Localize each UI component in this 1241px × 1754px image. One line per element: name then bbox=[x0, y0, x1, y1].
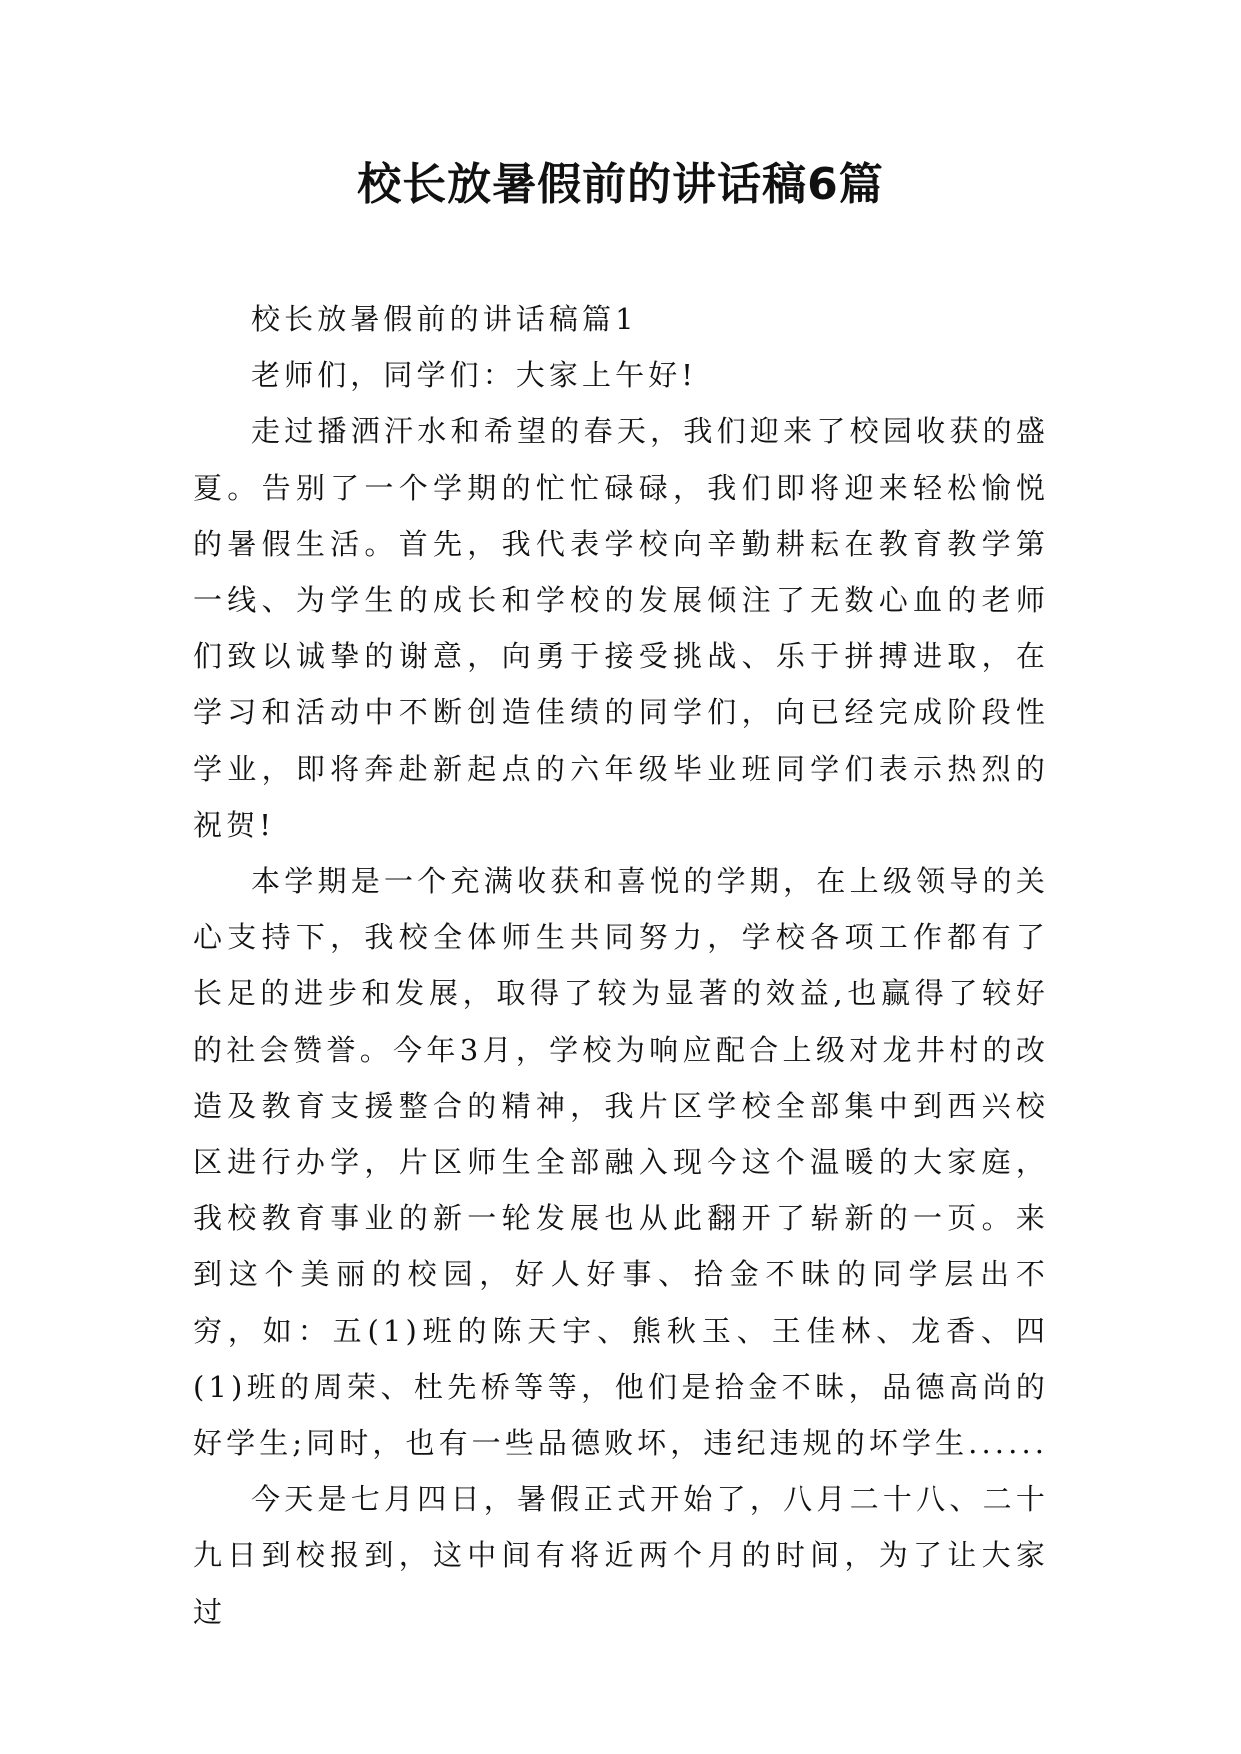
paragraph-greeting: 老师们，同学们：大家上午好! bbox=[251, 358, 698, 393]
document-title: 校长放暑假前的讲话稿6篇 bbox=[357, 159, 884, 210]
paragraph: 今天是七月四日，暑假正式开始了，八月二十八、二十九日到校报到，这中间有将近两个月的时间，为了让大家过 bbox=[193, 1482, 1049, 1629]
paragraph-heading: 校长放暑假前的讲话稿篇1 bbox=[251, 302, 638, 336]
paragraph: 走过播洒汗水和希望的春天，我们迎来了校园收获的盛夏。告别了一个学期的忙忙碌碌，我们即将迎来轻松愉悦的暑假生活。首先，我代表学校向辛勤耕耘在教育教学第一线、为学生的成长和学校的发展倾注了无数心血的老师们致以诚挚的谢意，向勇于接受挑战、乐于拼搏进取，在学习和活动中不断创造佳绩的同学们，向已经完成阶段性学业，即将奔赴新起点的六年级毕业班同学们表示热烈的祝贺! bbox=[193, 414, 1049, 842]
paragraph: 本学期是一个充满收获和喜悦的学期，在上级领导的关心支持下，我校全体师生共同努力，学校各项工作都有了长足的进步和发展，取得了较为显著的效益,也赢得了较好的社会赞誉。今年3月，学校为响应配合上级对龙井村的改造及教育支援整合的精神，我片区学校全部集中到西兴校区进行办学，片区师生全部融入现今这个温暖的大家庭，我校教育事业的新一轮发展也从此翻开了崭新的一页。来到这个美丽的校园，好人好事、拾金不昧的同学层出不穷，如：五(1)班的陈天宇、熊秋玉、王佳林、龙香、四(1)班的周荣、杜先桥等等，他们是拾金不昧，品德高尚的好学生;同时，也有一些品德败坏，违纪违规的坏学生...... bbox=[193, 864, 1049, 1461]
document-body bbox=[193, 291, 1049, 1640]
